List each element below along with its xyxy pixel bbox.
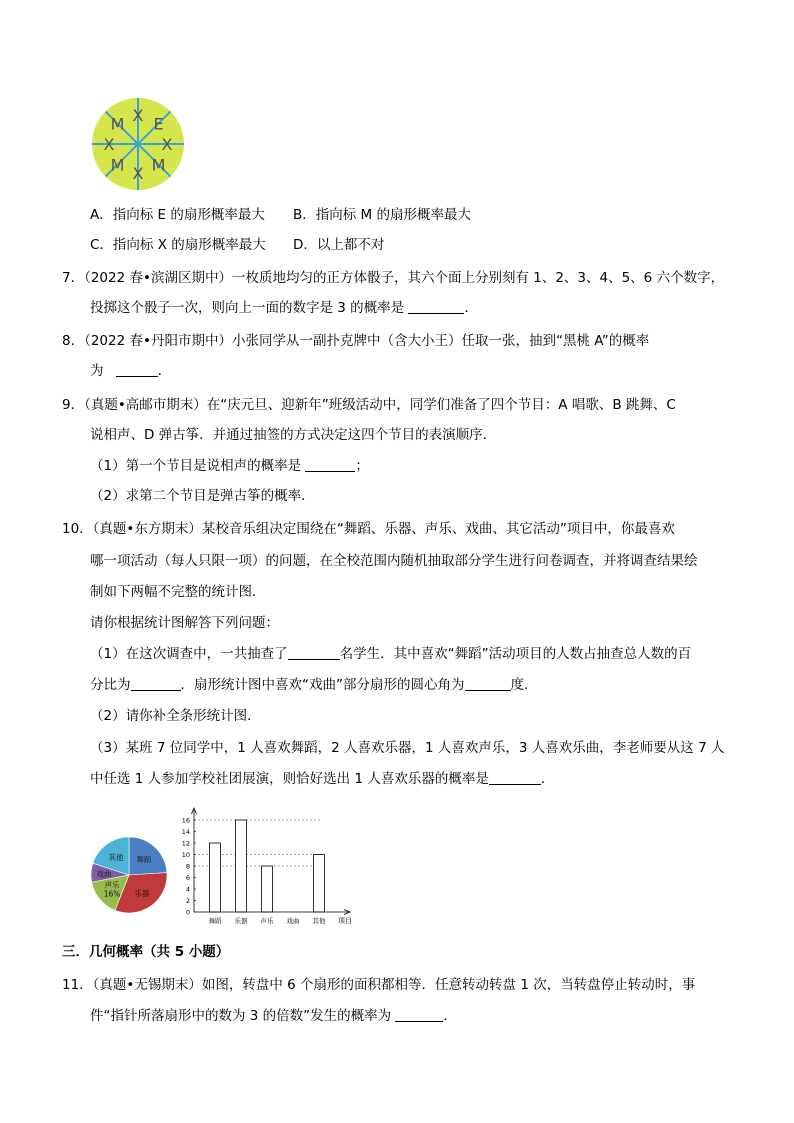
bar [236, 820, 247, 912]
q7-period: ． [464, 300, 478, 316]
option-b: B．指向标 M 的扇形概率最大 [293, 207, 471, 223]
bar-category-label: 乐器 [234, 917, 248, 925]
letter-spinner [90, 96, 186, 192]
q11-line1: 11．（真题•无锡期末）如图，转盘中 6 个扇形的面积都相等．任意转动转盘 1 次，当转盘停止转动时，事 [62, 977, 696, 993]
spinner-label: E [153, 114, 164, 134]
q10-sub3-cont [90, 769, 554, 789]
q9-line1: 9．（真题•高邮市期末）在“庆元旦、迎新年”班级活动中，同学们准备了四个节目：A 唱歌、B 跳舞、C [62, 397, 676, 413]
q7-text: 投掷这个骰子一次，则向上一面的数字是 3 的概率是 [90, 300, 405, 316]
q10-line3: 制如下两幅不完整的统计图． [90, 584, 266, 600]
q10-line4: 请你根据统计图解答下列问题： [90, 615, 279, 631]
q10-sub3-end: ． [540, 771, 555, 787]
pie-chart [88, 834, 170, 916]
bar-category-label: 戏曲 [286, 917, 300, 925]
q9-sub1 [90, 456, 369, 476]
y-tick-label: 14 [181, 828, 190, 836]
bar [262, 866, 273, 912]
y-tick-label: 12 [181, 839, 190, 848]
pie-label: 16% [103, 889, 121, 899]
bar-category-labels [209, 916, 327, 925]
pie-label: 其他 [108, 853, 124, 863]
bar-category-label: 其他 [312, 917, 326, 925]
y-tick-label: 0 [185, 908, 190, 917]
q9-sub2: （2）求第二个节目是弹古筝的概率． [90, 488, 315, 504]
spinner-label: X [132, 106, 144, 125]
q11-period: ． [443, 1008, 457, 1024]
spinner-label: X [103, 135, 115, 154]
spinner-label: X [161, 135, 173, 154]
q11-text: 件“指针所落扇形中的数为 3 的倍数”发生的概率为 [90, 1008, 392, 1024]
q10-sub3-text: 中任选 1 人参加学校社团展演，则恰好选出 1 人喜欢乐器的概率是 [90, 771, 489, 787]
q10-percent-blank[interactable] [131, 676, 181, 691]
option-c: C．指向标 X 的扇形概率最大 [90, 237, 266, 253]
bar-x-axis-label: 项目 [338, 917, 352, 925]
y-tick-label: 6 [185, 874, 190, 882]
q7-answer-blank[interactable] [408, 299, 464, 314]
q7-line1: 7．（2022 春•滨湖区期中）一枚质地均匀的正方体骰子，其六个面上分别刻有 1、2、3、4、5、6 六个数字， [62, 270, 725, 286]
bar-chart [172, 800, 362, 930]
q9-answer-blank[interactable] [305, 457, 355, 472]
spinner-label: M [110, 114, 125, 134]
q8-text: 为 [90, 363, 104, 379]
y-tick-label: 2 [185, 897, 190, 905]
q8-period: ． [157, 363, 172, 379]
q10-sub1 [90, 644, 691, 664]
q10-line2: 哪一项活动（每人只限一项）的问题，在全校范围内随机抽取部分学生进行问卷调查，并将调查结果绘 [90, 553, 698, 569]
y-tick-label: 8 [185, 862, 190, 871]
spinner-label: M [151, 155, 166, 175]
pie-label: 戏曲 [96, 869, 112, 879]
pie-label: 声乐 [104, 880, 120, 890]
q9-sub1-text: （1）第一个节目是说相声的概率是 [90, 458, 302, 474]
spinner-label: X [132, 164, 144, 183]
q8-line1: 8．（2022 春•丹阳市期中）小张同学从一副扑克牌中（含大小王）任取一张，抽到“黑桃 A”的概率 [62, 333, 650, 349]
y-tick-label: 10 [181, 851, 190, 859]
q10-sub1-cont [90, 675, 538, 695]
option-a: A．指向标 E 的扇形概率最大 [90, 207, 265, 223]
q10-sub1-text-a: （1）在这次调查中，一共抽查了 [90, 646, 288, 662]
q11-line2 [90, 1006, 457, 1026]
q10-sub1-text-b: 名学生．其中喜欢“舞蹈”活动项目的人数占抽查总人数的百 [339, 646, 692, 662]
pie-label: 舞蹈 [136, 854, 152, 864]
bar-category-label: 舞蹈 [208, 917, 222, 925]
q10-angle-blank[interactable] [465, 676, 511, 691]
q9-sub1-end: ； [355, 458, 369, 474]
q7-line2 [90, 298, 478, 318]
q10-sub1-text-c: 分比为 [90, 677, 131, 693]
q8-answer-blank[interactable] [116, 362, 158, 377]
q10-prob-blank[interactable] [489, 770, 541, 785]
q10-sub1-text-e: 度． [510, 677, 538, 693]
q10-sub3: （3）某班 7 位同学中，1 人喜欢舞蹈，2 人喜欢乐器，1 人喜欢声乐，3 人喜欢乐曲，李老师要从这 7 人 [90, 740, 725, 756]
section-title: 三．几何概率（共 5 小题） [62, 944, 230, 960]
option-d: D．以上都不对 [293, 237, 385, 253]
bar [314, 855, 325, 913]
q9-line2: 说相声、D 弹古筝．并通过抽签的方式决定这四个节目的表演顺序． [90, 427, 497, 443]
y-tick-label: 4 [185, 885, 190, 894]
bar [210, 843, 221, 912]
q8-line2 [90, 361, 171, 381]
q10-sub1-text-d: ．扇形统计图中喜欢“戏曲”部分扇形的圆心角为 [180, 677, 465, 693]
y-tick-label: 16 [181, 816, 190, 825]
q10-sub2: （2）请你补全条形统计图． [90, 708, 261, 724]
pie-label: 乐器 [134, 888, 150, 898]
bar-category-label: 声乐 [260, 917, 274, 925]
q11-answer-blank[interactable] [395, 1007, 443, 1022]
spinner-label: M [110, 155, 125, 175]
q10-total-blank[interactable] [288, 645, 340, 660]
q10-line1: 10．（真题•东方期末）某校音乐组决定围绕在“舞蹈、乐器、声乐、戏曲、其它活动”项目中，你最喜欢 [62, 521, 675, 537]
